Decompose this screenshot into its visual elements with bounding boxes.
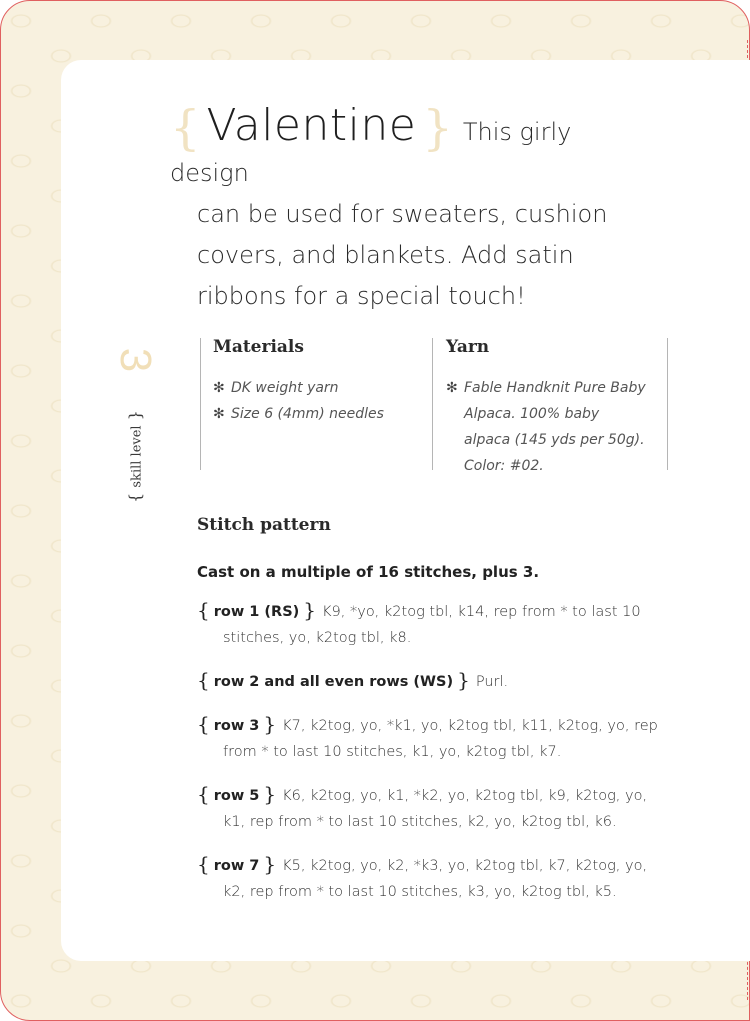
intro-paragraph	[170, 100, 650, 317]
yarn-list	[446, 375, 646, 479]
asterisk-icon: ✻	[213, 406, 225, 422]
divider-right	[667, 338, 668, 470]
skill-level-text: skill level	[129, 425, 145, 488]
page-title: Valentine	[206, 100, 417, 151]
brace-close-icon: }	[125, 410, 145, 426]
pattern-row: { row 1 (RS) } K9, *yo, k2tog tbl, k14, rep from * to last 10 stitches, yo, k2tog tbl, k8.	[197, 598, 641, 646]
asterisk-icon: ✻	[446, 380, 458, 396]
divider-left	[200, 338, 201, 470]
brace-open-icon: {	[170, 100, 201, 156]
pattern-row: { row 5 } K6, k2tog, yo, k1, *k2, yo, k2tog tbl, k9, k2tog, yo, k1, rep from * to last 10 stitches, k2, yo, k2tog tbl, k6.	[197, 782, 648, 830]
pattern-row: { row 3 } K7, k2tog, yo, *k1, yo, k2tog tbl, k11, k2tog, yo, rep from * to last 10 stitches, k1, yo, k2tog tbl, k7.	[197, 712, 658, 760]
materials-list	[213, 375, 423, 427]
materials-heading: Materials	[213, 337, 304, 357]
intro-lead: This girly design	[170, 118, 572, 187]
list-item: ✻ DK weight yarn	[213, 375, 423, 401]
skill-level-number: 3	[111, 347, 160, 373]
divider-middle	[432, 338, 433, 470]
skill-level-label	[126, 397, 145, 517]
brace-close-icon: }	[422, 100, 453, 156]
brace-open-icon: {	[125, 487, 145, 503]
list-item: ✻ Fable Handknit Pure Baby Alpaca. 100% baby alpaca (145 yds per 50g). Color: #02.	[446, 375, 646, 479]
pattern-row: { row 2 and all even rows (WS) } Purl.	[197, 668, 509, 692]
skill-level-badge	[105, 335, 165, 505]
intro-text: can be used for sweaters, cushion covers, and blankets. Add satin ribbons for a special touch!	[197, 200, 608, 310]
pattern-row: { row 7 } K5, k2tog, yo, k2, *k3, yo, k2tog tbl, k7, k2tog, yo, k2, rep from * to last 10 stitches, k3, yo, k2tog tbl, k5.	[197, 852, 648, 900]
cast-on-instruction: Cast on a multiple of 16 stitches, plus 3.	[197, 563, 540, 581]
yarn-heading: Yarn	[446, 337, 490, 357]
stitch-pattern-heading: Stitch pattern	[197, 515, 331, 535]
asterisk-icon: ✻	[213, 380, 225, 396]
list-item: ✻ Size 6 (4mm) needles	[213, 401, 423, 427]
pattern-rows	[197, 597, 667, 921]
